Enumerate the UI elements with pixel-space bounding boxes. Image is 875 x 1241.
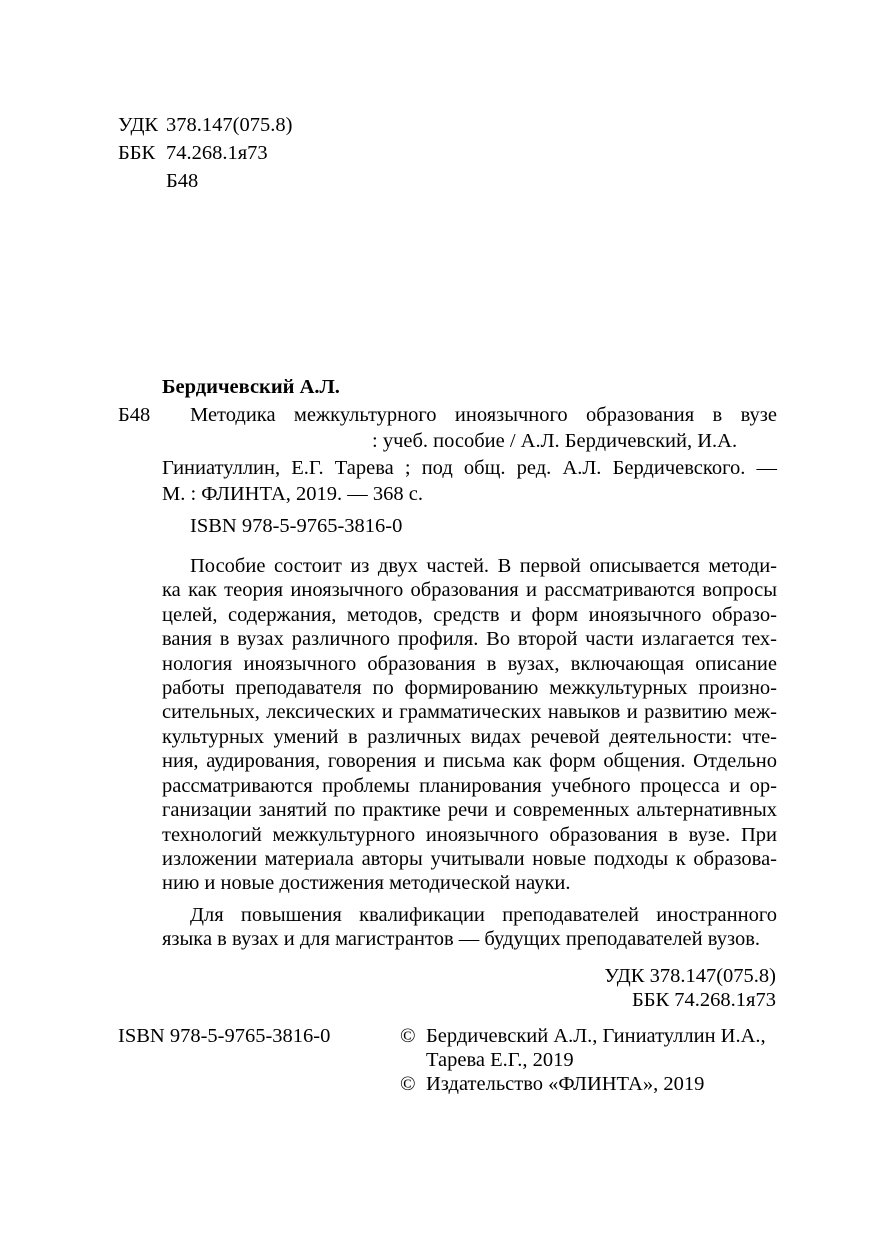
annotation-line: рассматриваются проблемы планирования учебного процесса и ор- [162,775,777,797]
title-line-4: М. : ФЛИНТА, 2019. — 368 с. [162,483,423,505]
annotation-line: Пособие состоит из двух частей. В первой описывается методи- [190,555,777,577]
annotation-line: культурных умений в различных видах речевой деятельности: чте- [162,726,777,748]
copyright-publisher: Издательство «ФЛИНТА», 2019 [426,1073,705,1095]
annotation-line: ка как теория иноязычного образования и рассматриваются вопросы [162,579,777,601]
annotation-line: сительных, лексических и грамматических навыков и развитию меж- [162,701,777,723]
audience-line: языка в вузах и для магистрантов — будущих преподавателей вузов. [162,928,761,950]
udk-label: УДК [118,114,159,136]
audience-line: Для повышения квалификации преподавателей иностранного [190,904,777,926]
annotation-line: нология иноязычного образования в вузах, включающая описание [162,653,777,675]
annotation-line: ния, аудирования, говорения и письма как форм общения. Отдельно [162,750,777,772]
copyright-authors-line-2: Тарева Е.Г., 2019 [426,1049,574,1071]
annotation-line: целей, содержания, методов, средств и форм иноязычного образо- [162,604,777,626]
copyright-symbol: © [400,1073,416,1095]
author-sign-left: Б48 [118,404,151,426]
title-line-2: : учеб. пособие / А.Л. Бердичевский, И.А. [372,430,738,452]
annotation-line: вания в вузах различного профиля. Во второй части излагается тех- [162,628,777,650]
annotation-line: ганизации занятий по практике речи и современных альтернативных [162,799,777,821]
author-sign-top: Б48 [166,170,199,192]
footer-udk: УДК 378.147(075.8) [604,965,776,987]
imprint-isbn: ISBN 978-5-9765-3816-0 [118,1025,331,1047]
annotation-line: изложении материала авторы учитывали новые подходы к образова- [162,848,777,870]
isbn-record: ISBN 978-5-9765-3816-0 [190,515,403,537]
author-heading: Бердичевский А.Л. [162,376,340,398]
title-line-3: Гиниатуллин, Е.Г. Тарева ; под общ. ред. А.Л. Бердичевского. — [162,457,777,479]
annotation-line: работы преподавателя по формированию межкультурных произно- [162,677,777,699]
bbk-value: 74.268.1я73 [166,142,268,164]
udk-value: 378.147(075.8) [166,114,293,136]
footer-bbk: ББК 74.268.1я73 [631,989,776,1011]
title-line-1: Методика межкультурного иноязычного образования в вузе [190,404,777,426]
annotation-line: нию и новые достижения методической науки. [162,872,571,894]
bbk-label: ББК [118,142,156,164]
copyright-authors-line-1: Бердичевский А.Л., Гиниатуллин И.А., [426,1025,766,1047]
annotation-line: технологий межкультурного иноязычного образования в вузе. При [162,824,777,846]
copyright-symbol: © [400,1025,416,1047]
